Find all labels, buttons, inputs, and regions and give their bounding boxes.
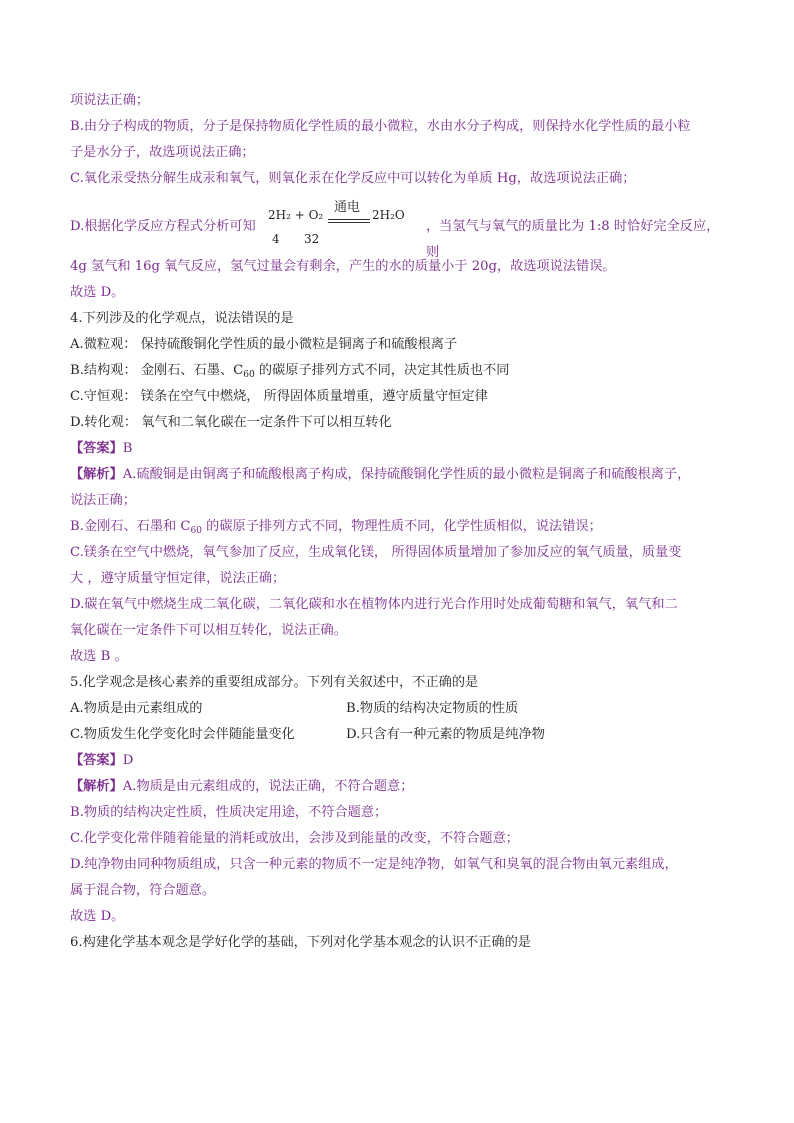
- q5-analysis-a: [70, 774, 730, 800]
- q4-answer-tag: 【答案】: [70, 441, 123, 456]
- q4-option-b: [70, 358, 730, 384]
- equation-condition: 通电: [334, 200, 361, 215]
- q6-stem: 6.构建化学基本观念是学好化学的基础，下列对化学基本观念的认识不正确的是: [70, 935, 531, 950]
- q4-option-b-pre: B.结构观： 金刚石、石墨、C: [70, 363, 244, 378]
- equation-mass-o2: 32: [304, 232, 320, 246]
- q4-analysis-b-sub: 60: [190, 526, 202, 536]
- q5-options-row2: [70, 722, 730, 748]
- chemical-equation: [268, 192, 408, 254]
- q4-analysis-b-pre: B.金刚石、石墨和 C: [70, 519, 191, 534]
- q3-option-a-tail: 项说法正确；: [70, 93, 150, 108]
- q5-analysis-d-line2: 属于混合物，符合题意。: [70, 883, 216, 898]
- q4-option-b-post: 的碳原子排列方式不同，决定其性质也不同: [254, 363, 510, 378]
- q5-conclusion: 故选 D。: [70, 909, 125, 924]
- q5-answer-tag: 【答案】: [70, 753, 123, 768]
- q5-stem: 5.化学观念是核心素养的重要组成部分。下列有关叙述中，不正确的是: [70, 675, 479, 690]
- q5-analysis-c: C.化学变化常伴随着能量的消耗或放出，会涉及到能量的改变，不符合题意；: [70, 831, 519, 846]
- q5-option-a: A.物质是由元素组成的: [70, 701, 203, 716]
- q4-conclusion: 故选 B 。: [70, 649, 128, 664]
- q4-analysis-d-line1: D.碳在氧气中燃烧生成二氧化碳，二氧化碳和水在植物体内进行光合作用时处成葡萄糖和氧气，氧气和二: [70, 597, 678, 612]
- q5-answer: [70, 748, 730, 774]
- equation-arrow-bottom: [328, 222, 370, 223]
- q5-option-b: B.物质的结构决定物质的性质: [346, 701, 519, 716]
- q3-option-b-line2: 子是水分子，故选项说法正确；: [70, 145, 255, 160]
- equation-mass-h2: 4: [272, 232, 280, 246]
- q3-option-c: C.氧化汞受热分解生成汞和氧气，则氧化汞在化学反应中可以转化为单质 Hg，故选项说法正确；: [70, 171, 636, 186]
- q5-option-c: C.物质发生化学变化时会伴随能量变化: [70, 727, 295, 742]
- q4-analysis-c-line2: 大 ，遵守质量守恒定律，说法正确；: [70, 571, 286, 586]
- q3-option-d-equation-line: [70, 192, 730, 260]
- document-page: [70, 88, 730, 956]
- equation-reactants: 2H₂ + O₂: [268, 208, 324, 222]
- q3-option-d-tail: ，当氢气与氧气的质量比为 1:8 时恰好完全反应，则: [426, 219, 720, 260]
- equation-arrow-top: [328, 219, 370, 220]
- q4-analysis-d-line2: 氧化碳在一定条件下可以相互转化，说法正确。: [70, 623, 347, 638]
- q5-analysis-tag: 【解析】: [70, 779, 123, 794]
- q4-analysis-tag: 【解析】: [70, 467, 123, 482]
- q4-analysis-b: [70, 514, 730, 540]
- q4-stem: 4.下列涉及的化学观点，说法错误的是: [70, 311, 294, 326]
- q4-answer: [70, 436, 730, 462]
- q4-analysis-a-line2: 说法正确；: [70, 493, 136, 508]
- q4-analysis-a-text: A.硫酸铜是由铜离子和硫酸根离子构成，保持硫酸铜化学性质的最小微粒是铜离子和硫酸根离子，: [122, 467, 691, 482]
- q3-option-d-label: D.根据化学反应方程式分析可知: [70, 219, 256, 234]
- q5-analysis-a-text: A.物质是由元素组成的，说法正确，不符合题意；: [122, 779, 414, 794]
- equation-products: 2H₂O: [372, 208, 405, 222]
- q4-option-d: D.转化观： 氧气和二氧化碳在一定条件下可以相互转化: [70, 415, 392, 430]
- q4-analysis-a-line1: [70, 462, 730, 488]
- q4-analysis-b-post: 的碳原子排列方式不同，物理性质不同，化学性质相似，说法错误；: [201, 519, 602, 534]
- q3-option-d-line2: 4g 氢气和 16g 氧气反应，氢气过量会有剩余，产生的水的质量小于 20g，故选项说法错误。: [70, 259, 616, 274]
- q5-options-row1: [70, 696, 730, 722]
- q4-option-a: A.微粒观： 保持硫酸铜化学性质的最小微粒是铜离子和硫酸根离子: [70, 337, 458, 352]
- q5-answer-value: D: [122, 753, 134, 768]
- q4-analysis-c-line1: C.镁条在空气中燃烧，氧气参加了反应，生成氧化镁， 所得固体质量增加了参加反应的氧气质量，质量变: [70, 545, 682, 560]
- q3-option-b-line1: B.由分子构成的物质，分子是保持物质化学性质的最小微粒，水由水分子构成，则保持水化学性质的最小粒: [70, 119, 691, 134]
- q3-conclusion: 故选 D。: [70, 285, 125, 300]
- q5-analysis-b: B.物质的结构决定性质，性质决定用途，不符合题意；: [70, 805, 388, 820]
- q5-option-d: D.只含有一种元素的物质是纯净物: [346, 727, 545, 742]
- q4-option-c: C.守恒观： 镁条在空气中燃烧， 所得固体质量增重，遵守质量守恒定律: [70, 389, 488, 404]
- q5-analysis-d-line1: D.纯净物由同种物质组成，只含一种元素的物质不一定是纯净物，如氧气和臭氧的混合物由氧元素组成，: [70, 857, 678, 872]
- q4-option-b-sub: 60: [243, 370, 255, 380]
- q4-answer-value: B: [122, 441, 133, 456]
